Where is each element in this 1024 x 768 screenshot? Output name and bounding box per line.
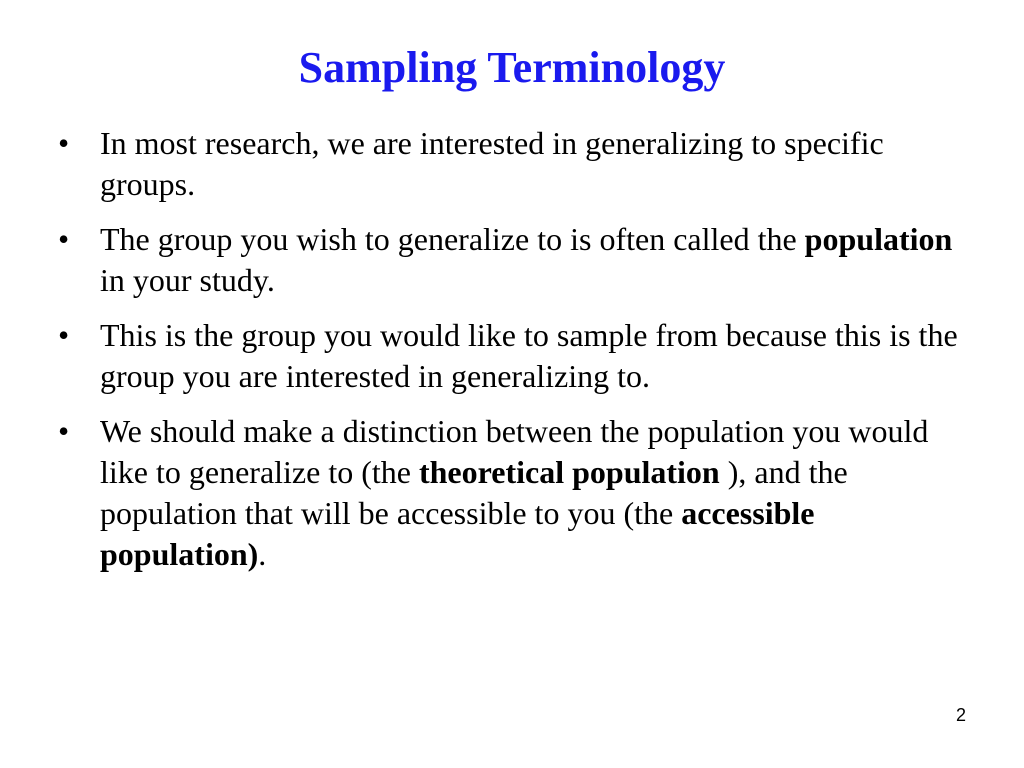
bullet-text: In most research, we are interested in generalizing to specific groups. xyxy=(100,125,884,202)
bullet-icon: • xyxy=(58,317,70,353)
bullet-list xyxy=(58,123,978,589)
bullet-item-3 xyxy=(58,315,978,397)
bullet-text: . xyxy=(258,536,267,572)
term-population: population xyxy=(804,221,953,257)
term-theoretical-population: theoretical population xyxy=(418,454,720,490)
slide-title: Sampling Terminology xyxy=(298,43,726,92)
bullet-item-1 xyxy=(58,123,978,205)
term-accessible-population: accessible population) xyxy=(100,495,815,572)
bullet-icon: • xyxy=(58,221,70,257)
bullet-text: We should make a distinction between the population you would like to generalize to (the xyxy=(100,413,929,490)
page-number: 2 xyxy=(955,705,966,725)
bullet-text: This is the group you would like to sample from because this is the group you are interested in generalizing to. xyxy=(100,317,958,394)
bullet-text: in your study. xyxy=(100,262,275,298)
bullet-text: The group you wish to generalize to is often called the xyxy=(100,221,805,257)
bullet-item-2 xyxy=(58,219,978,301)
bullet-item-4 xyxy=(58,411,978,575)
bullet-icon: • xyxy=(58,413,70,449)
bullet-text: ), and the population that will be accessible to you (the xyxy=(100,454,848,531)
bullet-icon: • xyxy=(58,125,70,161)
